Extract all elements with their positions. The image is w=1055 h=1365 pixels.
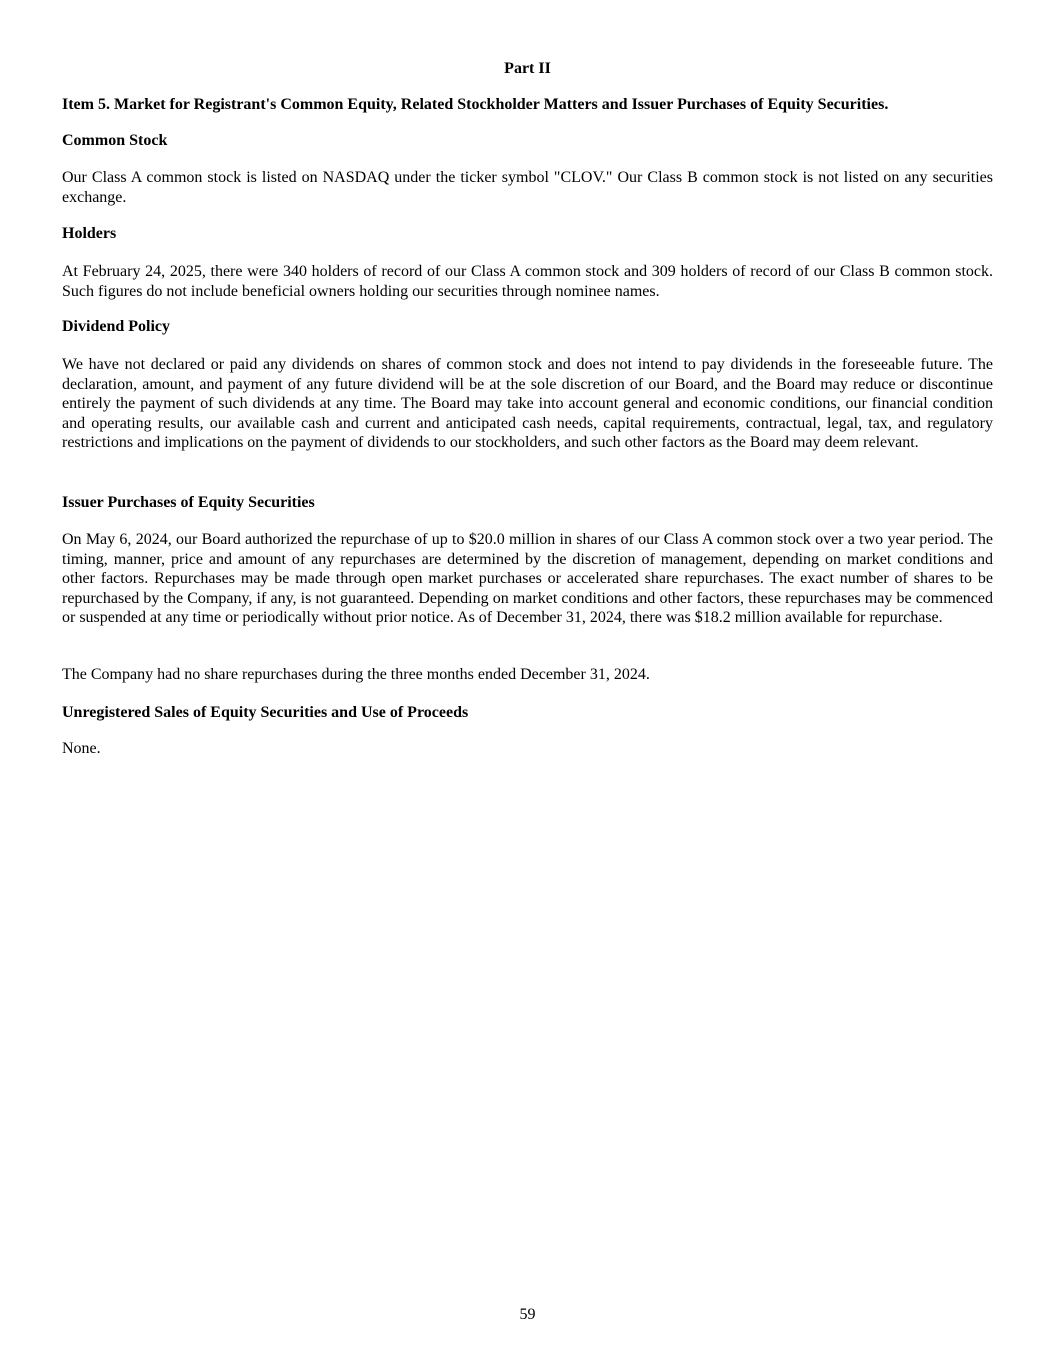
unregistered-sales-heading: Unregistered Sales of Equity Securities and Use of Proceeds [62,704,469,721]
holders-heading: Holders [62,225,117,242]
part-title: Part II [504,60,551,77]
common-stock-paragraph: Our Class A common stock is listed on NASDAQ under the ticker symbol "CLOV." Our Class B common stock is not listed on any securities exchange. [62,169,993,206]
issuer-purchases-heading: Issuer Purchases of Equity Securities [62,494,315,511]
unregistered-sales-paragraph: None. [62,740,101,757]
item-title: Item 5. Market for Registrant's Common Equity, Related Stockholder Matters and Issuer Purchases of Equity Securities. [62,96,889,113]
share-repurchases-note: The Company had no share repurchases during the three months ended December 31, 2024. [62,666,650,683]
holders-paragraph: At February 24, 2025, there were 340 holders of record of our Class A common stock and 309 holders of record of our Class B common stock. Such figures do not include beneficial owners holding our securities through nominee names. [62,263,993,300]
dividend-policy-paragraph: We have not declared or paid any dividends on shares of common stock and does not intend to pay dividends in the foreseeable future. The declaration, amount, and payment of any future dividend will be at the sole discretion of our Board, and the Board may reduce or discontinue entirely the payment of such dividends at any time. The Board may take into account general and economic conditions, our financial condition and operating results, our available cash and current and anticipated cash needs, capital requirements, contractual, legal, tax, and regulatory restrictions and implications on the payment of dividends to our stockholders, and such other factors as the Board may deem relevant. [62,356,993,451]
page-number: 59 [519,1306,536,1323]
issuer-purchases-paragraph: On May 6, 2024, our Board authorized the repurchase of up to $20.0 million in shares of our Class A common stock over a two year period. The timing, manner, price and amount of any repurchases are determined by the discretion of management, depending on market conditions and other factors. Repurchases may be made through open market purchases or accelerated share repurchases. The exact number of shares to be repurchased by the Company, if any, is not guaranteed. Depending on market conditions and other factors, these repurchases may be commenced or suspended at any time or periodically without prior notice. As of December 31, 2024, there was $18.2 million available for repurchase. [62,531,993,626]
dividend-policy-heading: Dividend Policy [62,318,171,335]
common-stock-heading: Common Stock [62,132,168,149]
